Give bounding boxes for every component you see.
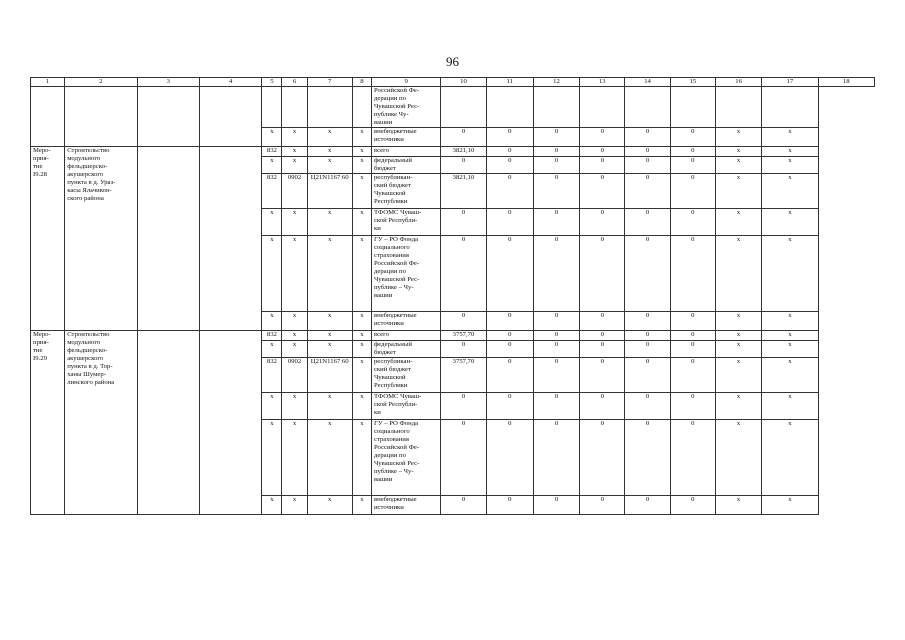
value-cell: 0 <box>625 393 670 420</box>
continuation-empty-cell <box>31 87 65 147</box>
value-cell: 0 <box>580 174 625 209</box>
value-cell: 0 <box>670 209 715 236</box>
code-cell-c5: x <box>262 157 282 174</box>
code-cell-c8: x <box>352 420 371 496</box>
value-cell: x <box>715 358 761 393</box>
cell-line: Меро- <box>33 147 51 154</box>
value-cell: 0 <box>625 496 670 515</box>
cell-line: ГУ – РО Фонда <box>373 236 419 243</box>
code-cell-c7: x <box>307 420 352 496</box>
code-cell-c8: x <box>352 341 371 358</box>
value-cell: 0 <box>486 341 533 358</box>
cell-line: дерации по <box>373 268 406 275</box>
code-cell-c8: x <box>352 128 371 147</box>
column-header: 4 <box>199 78 261 87</box>
code-cell-c7: x <box>307 312 352 331</box>
cell-line: Российской Фе- <box>373 444 420 451</box>
value-cell: 0 <box>486 358 533 393</box>
cell-line: Российской Фе- <box>373 260 420 267</box>
value-cell <box>533 87 579 128</box>
code-cell-c8 <box>352 87 371 128</box>
code-cell-c7: Ц21N1167 60 <box>307 358 352 393</box>
table-row <box>31 147 875 157</box>
cell-line: бюджет <box>373 349 396 356</box>
cell-line: тие <box>33 347 43 354</box>
cell-line: республикан- <box>373 174 413 181</box>
value-cell: 0 <box>625 341 670 358</box>
value-cell: x <box>762 236 818 312</box>
code-cell-c5: x <box>262 341 282 358</box>
code-cell-c6: x <box>282 147 307 157</box>
cell-line: вашии <box>373 119 393 126</box>
value-cell: 0 <box>670 174 715 209</box>
value-cell: 0 <box>486 331 533 341</box>
cell-line: касы Яльчикон- <box>67 187 112 194</box>
cell-line: вашии <box>373 292 393 299</box>
code-cell-c5: 832 <box>262 147 282 157</box>
cell-line: социального <box>373 428 410 435</box>
cell-line: ки <box>373 225 381 232</box>
code-cell-c7: x <box>307 157 352 174</box>
cell-line: внебюджетные <box>373 312 417 319</box>
cell-line: источники <box>373 504 404 511</box>
code-cell-c5 <box>262 87 282 128</box>
code-cell-c8: x <box>352 157 371 174</box>
value-cell: 0 <box>486 174 533 209</box>
code-cell-c8: x <box>352 312 371 331</box>
value-cell: 0 <box>580 496 625 515</box>
code-cell-c7: x <box>307 331 352 341</box>
value-cell: 3821,10 <box>441 174 486 209</box>
code-cell-c7: x <box>307 496 352 515</box>
column-header: 12 <box>533 78 579 87</box>
budget-table <box>30 77 875 515</box>
column-header: 1 <box>31 78 65 87</box>
column-header: 2 <box>65 78 137 87</box>
column-header: 13 <box>580 78 625 87</box>
value-cell: x <box>715 174 761 209</box>
value-cell: 0 <box>625 147 670 157</box>
value-cell: 0 <box>625 312 670 331</box>
value-cell: 0 <box>580 341 625 358</box>
funding-source-cell <box>371 331 440 341</box>
value-cell <box>670 87 715 128</box>
value-cell: 0 <box>533 157 579 174</box>
value-cell: 0 <box>580 157 625 174</box>
code-cell-c6: x <box>282 209 307 236</box>
code-cell-c5: x <box>262 496 282 515</box>
column-header: 7 <box>307 78 352 87</box>
cell-line: внебюджетные <box>373 496 417 503</box>
value-cell: 0 <box>625 209 670 236</box>
code-cell-c8: x <box>352 147 371 157</box>
column-header: 3 <box>137 78 199 87</box>
value-cell: 0 <box>533 209 579 236</box>
cell-line: источники <box>373 320 404 327</box>
value-cell: x <box>762 174 818 209</box>
value-cell: 0 <box>580 147 625 157</box>
value-cell: x <box>715 157 761 174</box>
code-cell-c7: x <box>307 128 352 147</box>
value-cell: x <box>762 496 818 515</box>
cell-line: ский бюджет <box>373 182 411 189</box>
column-header: 10 <box>441 78 486 87</box>
value-cell <box>625 87 670 128</box>
value-cell: 0 <box>533 393 579 420</box>
value-cell: x <box>715 496 761 515</box>
code-cell-c5: 832 <box>262 174 282 209</box>
cell-line: внебюджетные <box>373 128 417 135</box>
cell-line: ки <box>373 409 381 416</box>
value-cell: 3757,70 <box>441 358 486 393</box>
funding-source-cell <box>371 236 440 312</box>
cell-line: I9.28 <box>33 171 47 178</box>
value-cell: 0 <box>533 128 579 147</box>
value-cell <box>715 87 761 128</box>
funding-source-cell <box>371 393 440 420</box>
value-cell: 0 <box>441 393 486 420</box>
cell-line: модульного <box>67 339 101 346</box>
value-cell: 0 <box>486 209 533 236</box>
value-cell: 0 <box>486 393 533 420</box>
cell-line: фельдшерско- <box>67 163 108 170</box>
value-cell: 0 <box>486 157 533 174</box>
cell-line: Чувашской Рес- <box>373 276 420 283</box>
cell-line: социального <box>373 244 410 251</box>
continuation-empty-cell <box>137 87 199 147</box>
value-cell: 0 <box>486 496 533 515</box>
value-cell: 0 <box>533 358 579 393</box>
code-cell-c7: x <box>307 236 352 312</box>
column-header: 11 <box>486 78 533 87</box>
empty-cell <box>199 331 261 515</box>
cell-line: Строительство <box>67 147 110 154</box>
empty-cell <box>199 147 261 331</box>
code-cell-c6: x <box>282 393 307 420</box>
value-cell: x <box>762 358 818 393</box>
value-cell: 0 <box>486 312 533 331</box>
continuation-empty-cell <box>65 87 137 147</box>
cell-line: ТФОМС Чуваш- <box>373 393 422 400</box>
value-cell: 0 <box>533 236 579 312</box>
event-name-cell <box>65 331 137 515</box>
cell-line: Строительство <box>67 331 110 338</box>
value-cell: 0 <box>441 420 486 496</box>
value-cell: x <box>715 393 761 420</box>
value-cell <box>762 87 818 128</box>
value-cell: x <box>762 331 818 341</box>
cell-line: федеральный <box>373 341 412 348</box>
cell-line: федеральный <box>373 157 412 164</box>
value-cell: 0 <box>670 420 715 496</box>
code-cell-c7: Ц21N1167 60 <box>307 174 352 209</box>
code-cell-c5: x <box>262 420 282 496</box>
value-cell: 0 <box>580 393 625 420</box>
table-header <box>31 78 875 87</box>
column-header: 8 <box>352 78 371 87</box>
code-cell-c6: 0902 <box>282 174 307 209</box>
event-cell <box>31 331 65 515</box>
value-cell: 0 <box>441 236 486 312</box>
cell-line: ской Республи- <box>373 401 418 408</box>
code-cell-c6: x <box>282 341 307 358</box>
cell-line: прия- <box>33 155 49 162</box>
value-cell: x <box>715 420 761 496</box>
value-cell: 0 <box>533 147 579 157</box>
table-body <box>31 87 875 515</box>
code-cell-c5: x <box>262 128 282 147</box>
code-cell-c7: x <box>307 209 352 236</box>
value-cell: x <box>715 209 761 236</box>
value-cell: x <box>762 420 818 496</box>
value-cell: 0 <box>486 147 533 157</box>
value-cell <box>580 87 625 128</box>
code-cell-c6: x <box>282 496 307 515</box>
funding-source-cell <box>371 174 440 209</box>
table-row <box>31 87 875 128</box>
funding-source-cell <box>371 358 440 393</box>
cell-line: публике – Чу- <box>373 468 414 475</box>
value-cell: 0 <box>441 312 486 331</box>
value-cell: 0 <box>670 393 715 420</box>
code-cell-c7: x <box>307 341 352 358</box>
code-cell-c5: 832 <box>262 331 282 341</box>
cell-line: прия- <box>33 339 49 346</box>
value-cell: 0 <box>441 209 486 236</box>
value-cell: 0 <box>625 358 670 393</box>
funding-source-cell <box>371 147 440 157</box>
cell-line: тие <box>33 163 43 170</box>
value-cell: x <box>762 157 818 174</box>
value-cell: x <box>762 393 818 420</box>
value-cell: 0 <box>625 236 670 312</box>
cell-line: ской Республи- <box>373 217 418 224</box>
code-cell-c7: x <box>307 393 352 420</box>
value-cell: 0 <box>580 331 625 341</box>
value-cell: 0 <box>625 174 670 209</box>
code-cell-c8: x <box>352 236 371 312</box>
cell-line: модульного <box>67 155 101 162</box>
cell-line: пункта в д. Тор- <box>67 363 113 370</box>
cell-line: страхования <box>373 436 409 443</box>
funding-source-cell <box>371 341 440 358</box>
cell-line: пункта в д. Ураз- <box>67 179 116 186</box>
cell-line: фельдшерско- <box>67 347 108 354</box>
cell-line: Российской Фе- <box>373 87 420 94</box>
event-cell <box>31 147 65 331</box>
value-cell: 3757,70 <box>441 331 486 341</box>
cell-line: Чувашской Рес- <box>373 460 420 467</box>
cell-line: Чувашской Рес- <box>373 103 420 110</box>
value-cell: 0 <box>670 341 715 358</box>
code-cell-c5: x <box>262 393 282 420</box>
value-cell: x <box>715 147 761 157</box>
value-cell: 0 <box>533 174 579 209</box>
code-cell-c5: x <box>262 236 282 312</box>
code-cell-c6: x <box>282 236 307 312</box>
column-header: 17 <box>762 78 818 87</box>
cell-line: акушерского <box>67 355 104 362</box>
funding-source-cell <box>371 496 440 515</box>
column-header: 5 <box>262 78 282 87</box>
value-cell: 0 <box>533 331 579 341</box>
value-cell: 0 <box>486 236 533 312</box>
cell-line: республикан- <box>373 358 413 365</box>
cell-line: ского района <box>67 195 104 202</box>
cell-line: Чувашской <box>373 190 406 197</box>
value-cell: x <box>715 341 761 358</box>
column-header: 14 <box>625 78 670 87</box>
value-cell: x <box>715 128 761 147</box>
value-cell: 3821,10 <box>441 147 486 157</box>
value-cell: 0 <box>670 147 715 157</box>
value-cell: 0 <box>625 420 670 496</box>
code-cell-c6 <box>282 87 307 128</box>
cell-line: источники <box>373 136 404 143</box>
code-cell-c8: x <box>352 174 371 209</box>
cell-line: дерации по <box>373 452 406 459</box>
value-cell: 0 <box>533 496 579 515</box>
value-cell: 0 <box>670 157 715 174</box>
code-cell-c6: x <box>282 331 307 341</box>
code-cell-c7: x <box>307 147 352 157</box>
value-cell: x <box>715 312 761 331</box>
cell-line: всего <box>373 331 390 338</box>
code-cell-c8: x <box>352 496 371 515</box>
cell-line: Республики <box>373 382 408 389</box>
value-cell: x <box>762 209 818 236</box>
value-cell: 0 <box>580 358 625 393</box>
table-row <box>31 331 875 341</box>
value-cell: 0 <box>670 236 715 312</box>
value-cell: 0 <box>441 341 486 358</box>
cell-line: I9.29 <box>33 355 47 362</box>
cell-line: ский бюджет <box>373 366 411 373</box>
code-cell-c5: x <box>262 209 282 236</box>
value-cell: 0 <box>670 496 715 515</box>
event-name-cell <box>65 147 137 331</box>
code-cell-c6: 0902 <box>282 358 307 393</box>
value-cell: 0 <box>580 209 625 236</box>
value-cell: 0 <box>441 128 486 147</box>
column-header: 15 <box>670 78 715 87</box>
funding-source-cell <box>371 128 440 147</box>
funding-source-cell <box>371 312 440 331</box>
code-cell-c5: x <box>262 312 282 331</box>
value-cell <box>441 87 486 128</box>
value-cell: 0 <box>441 496 486 515</box>
code-cell-c6: x <box>282 128 307 147</box>
value-cell: 0 <box>441 157 486 174</box>
funding-source-cell <box>371 87 440 128</box>
code-cell-c6: x <box>282 420 307 496</box>
cell-line: Республики <box>373 198 408 205</box>
empty-cell <box>137 331 199 515</box>
value-cell: 0 <box>670 128 715 147</box>
value-cell: 0 <box>580 420 625 496</box>
continuation-empty-cell <box>199 87 261 147</box>
cell-line: ГУ – РО Фонда <box>373 420 419 427</box>
cell-line: страхования <box>373 252 409 259</box>
value-cell: x <box>715 331 761 341</box>
cell-line: Чувашской <box>373 374 406 381</box>
cell-line: всего <box>373 147 390 154</box>
cell-line: ТФОМС Чуваш- <box>373 209 422 216</box>
funding-source-cell <box>371 209 440 236</box>
cell-line: дерации по <box>373 95 406 102</box>
cell-line: акушерского <box>67 171 104 178</box>
cell-line: публике Чу- <box>373 111 409 118</box>
value-cell: 0 <box>580 236 625 312</box>
cell-line: ханы Шумер- <box>67 371 106 378</box>
value-cell: 0 <box>670 358 715 393</box>
value-cell: 0 <box>625 128 670 147</box>
column-header: 18 <box>818 78 874 87</box>
value-cell: x <box>762 312 818 331</box>
value-cell: 0 <box>533 341 579 358</box>
empty-cell <box>137 147 199 331</box>
value-cell: 0 <box>670 331 715 341</box>
column-header: 9 <box>371 78 440 87</box>
value-cell: x <box>715 236 761 312</box>
value-cell: x <box>762 147 818 157</box>
cell-line: линского района <box>67 379 115 386</box>
value-cell <box>486 87 533 128</box>
code-cell-c8: x <box>352 331 371 341</box>
code-cell-c7 <box>307 87 352 128</box>
value-cell: x <box>762 341 818 358</box>
code-cell-c6: x <box>282 157 307 174</box>
code-cell-c5: 832 <box>262 358 282 393</box>
cell-line: Меро- <box>33 331 51 338</box>
value-cell: 0 <box>580 312 625 331</box>
value-cell: 0 <box>670 312 715 331</box>
code-cell-c8: x <box>352 393 371 420</box>
header-row <box>31 78 875 87</box>
code-cell-c8: x <box>352 209 371 236</box>
code-cell-c8: x <box>352 358 371 393</box>
value-cell: 0 <box>625 157 670 174</box>
value-cell: 0 <box>580 128 625 147</box>
page-number: 96 <box>446 54 459 69</box>
cell-line: вашии <box>373 476 393 483</box>
value-cell: 0 <box>486 420 533 496</box>
value-cell: 0 <box>486 128 533 147</box>
code-cell-c6: x <box>282 312 307 331</box>
column-header: 6 <box>282 78 307 87</box>
value-cell: 0 <box>533 312 579 331</box>
funding-source-cell <box>371 420 440 496</box>
cell-line: публике – Чу- <box>373 284 414 291</box>
column-header: 16 <box>715 78 761 87</box>
value-cell: x <box>762 128 818 147</box>
funding-source-cell <box>371 157 440 174</box>
value-cell: 0 <box>625 331 670 341</box>
cell-line: бюджет <box>373 165 396 172</box>
value-cell: 0 <box>533 420 579 496</box>
